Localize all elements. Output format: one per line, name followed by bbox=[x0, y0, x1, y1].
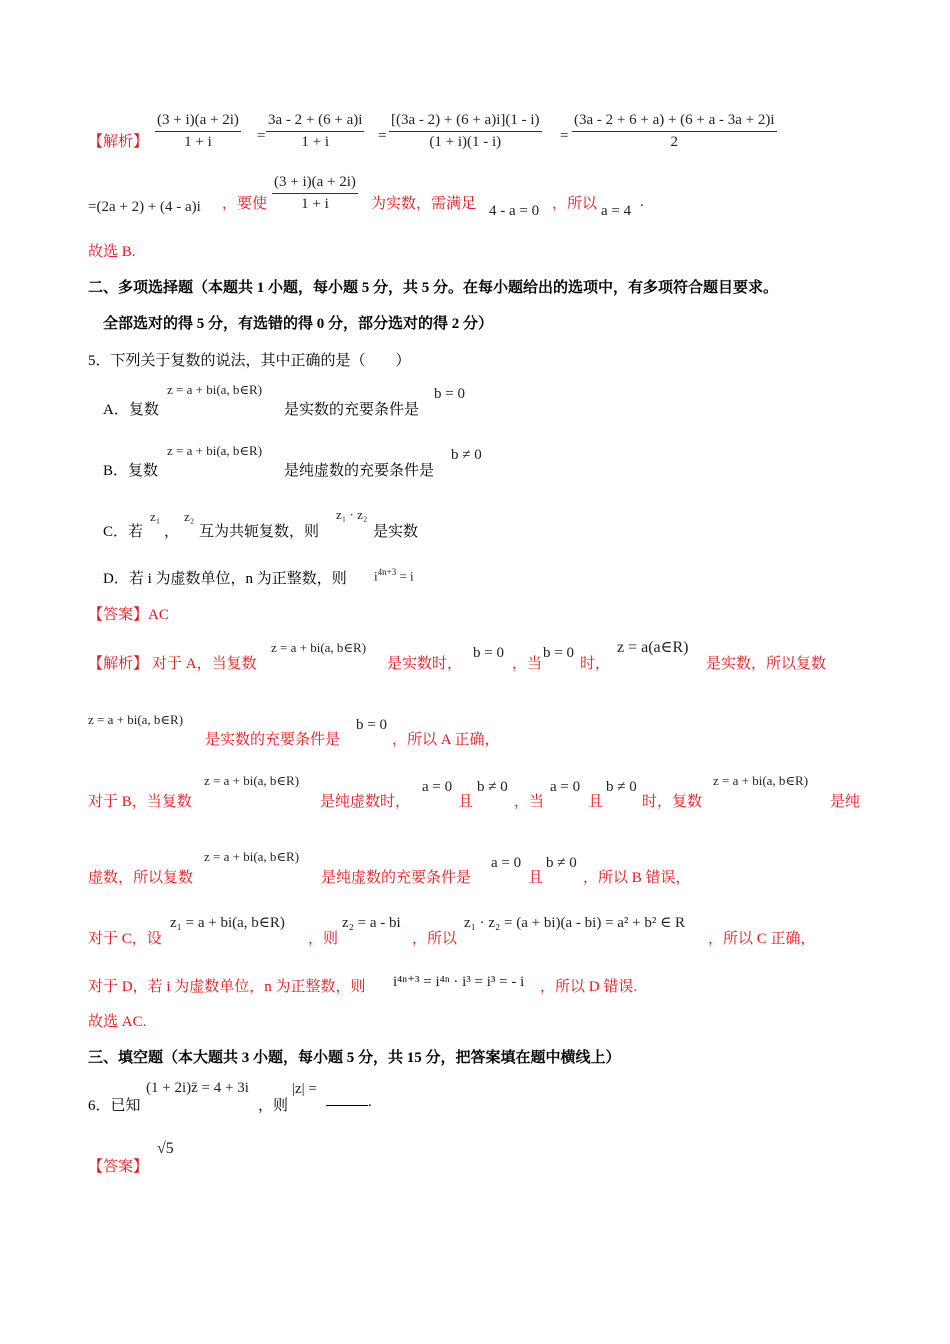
math-expression: b ≠ 0 bbox=[606, 779, 637, 795]
solution-tag: 【解析】 bbox=[88, 134, 149, 150]
math-tail: = i bbox=[396, 568, 414, 584]
question-stem: 5．下列关于复数的说法，其中正确的是（ ） bbox=[88, 353, 411, 369]
text: 是实数的充要条件是 bbox=[205, 732, 341, 748]
math-expression bbox=[374, 567, 414, 584]
option-a-text: 是实数的充要条件是 bbox=[284, 402, 420, 418]
text: 对于 C，设 bbox=[88, 931, 162, 947]
text: 对于 A，当复数 bbox=[152, 656, 257, 672]
fraction-numerator: 3a - 2 + (6 + a)i bbox=[268, 112, 363, 128]
answer-tag bbox=[88, 603, 169, 624]
answer-tag: 【答案】 bbox=[88, 1159, 149, 1175]
math-expression: z = a + bi(a, b∈R) bbox=[167, 443, 263, 458]
math-expression: b ≠ 0 bbox=[546, 855, 577, 871]
text: 是纯 bbox=[830, 794, 861, 810]
text: ，要使 bbox=[222, 196, 268, 212]
section-subtitle: 全部选对的得 5 分，有选错的得 0 分，部分选对的得 2 分） bbox=[103, 316, 494, 332]
math-expression: z = a + bi(a, b∈R) bbox=[204, 849, 300, 864]
math-expression: z₁ bbox=[150, 509, 161, 524]
period: . bbox=[640, 194, 644, 210]
answer-blank bbox=[326, 1094, 372, 1111]
fraction-2 bbox=[266, 112, 364, 151]
text: ，当 bbox=[512, 656, 543, 672]
conclusion: 故选 AC. bbox=[88, 1014, 147, 1030]
fraction-numerator: (3 + i)(a + 2i) bbox=[157, 112, 239, 128]
text: 是实数，所以复数 bbox=[706, 656, 827, 672]
math-result: a = 4 bbox=[601, 203, 632, 219]
math-expression: b = 0 bbox=[473, 645, 504, 661]
option-a-label: A．复数 bbox=[103, 402, 159, 418]
text: 为实数，需满足 bbox=[371, 196, 477, 212]
math-expression: z = a + bi(a, b∈R) bbox=[204, 773, 300, 788]
math-expression: (1 + 2i)z̄ = 4 + 3i bbox=[146, 1080, 249, 1096]
math-expression: b = 0 bbox=[543, 645, 574, 661]
fraction-denominator: 1 + i bbox=[301, 196, 329, 212]
equals-sign: = bbox=[560, 128, 569, 144]
fraction-denominator: 1 + i bbox=[301, 134, 330, 150]
fraction-numerator: (3 + i)(a + 2i) bbox=[274, 174, 356, 190]
section-title: 二、多项选择题（本题共 1 小题，每小题 5 分，共 5 分。在每小题给出的选项中，有多项符合题目要求。 bbox=[88, 280, 779, 296]
option-c-end: 是实数 bbox=[373, 524, 419, 540]
option-c-label: C．若 bbox=[103, 524, 144, 540]
text: 且 bbox=[588, 794, 604, 810]
text: ，所以 bbox=[412, 931, 458, 947]
math-expression: z = a + bi(a, b∈R) bbox=[88, 712, 184, 727]
option-b-text: 是纯虚数的充要条件是 bbox=[284, 463, 435, 479]
math-result: =(2a + 2) + (4 - a)i bbox=[88, 199, 201, 215]
fraction-3 bbox=[389, 112, 542, 151]
math-expression: b ≠ 0 bbox=[451, 447, 482, 463]
math-expression: b = 0 bbox=[434, 386, 465, 402]
period: . bbox=[368, 1094, 372, 1110]
conclusion: 故选 B. bbox=[88, 244, 136, 260]
fraction-1 bbox=[155, 112, 241, 151]
math-expression: z = a + bi(a, b∈R) bbox=[167, 382, 263, 397]
math-expression: a = 0 bbox=[550, 779, 581, 795]
fraction-denominator: 2 bbox=[670, 134, 679, 150]
text: 时， bbox=[580, 656, 611, 672]
math-condition: 4 - a = 0 bbox=[489, 203, 540, 219]
fraction-numerator: (3a - 2 + 6 + a) + (6 + a - 3a + 2)i bbox=[574, 112, 775, 128]
fraction-5 bbox=[272, 174, 358, 213]
equals-sign: = bbox=[257, 128, 266, 144]
answer-value: √5 bbox=[157, 1140, 174, 1157]
text: 且 bbox=[528, 870, 544, 886]
math-expression: z = a(a∈R) bbox=[617, 639, 689, 656]
math-expression: z₂ = a - bi bbox=[342, 915, 401, 931]
text: 是纯虚数的充要条件是 bbox=[321, 870, 472, 886]
fraction-denominator: 1 + i bbox=[184, 134, 212, 150]
text: 是实数时， bbox=[387, 656, 463, 672]
math-expression: a = 0 bbox=[422, 779, 453, 795]
equals-sign: = bbox=[378, 128, 387, 144]
math-expression: b ≠ 0 bbox=[477, 779, 508, 795]
section-title: 三、填空题（本大题共 3 小题，每小题 5 分，共 15 分，把答案填在题中横线上） bbox=[88, 1050, 621, 1066]
question-stem: 6．已知 bbox=[88, 1098, 141, 1114]
option-d-text: D．若 i 为虚数单位，n 为正整数，则 bbox=[103, 571, 347, 587]
math-expression: z = a + bi(a, b∈R) bbox=[271, 640, 367, 655]
text: ， bbox=[164, 524, 180, 540]
text: 对于 B，当复数 bbox=[88, 794, 192, 810]
text: ，所以 D 错误. bbox=[540, 979, 638, 995]
text: 时，复数 bbox=[642, 794, 703, 810]
option-c-text: 互为共轭复数，则 bbox=[199, 524, 320, 540]
text: ，则 bbox=[258, 1098, 289, 1114]
math-expression: |z| = bbox=[292, 1081, 317, 1097]
fraction-4 bbox=[572, 112, 777, 151]
text: ，当 bbox=[514, 794, 545, 810]
option-b-label: B．复数 bbox=[103, 463, 159, 479]
text: ，所以 bbox=[552, 196, 598, 212]
math-expression: z₁ · z₂ bbox=[336, 507, 368, 522]
answer-label: 【答案】 bbox=[88, 607, 149, 623]
math-expression: z₁ · z₂ = (a + bi)(a - bi) = a² + b² ∈ R bbox=[464, 915, 685, 931]
math-expression: a = 0 bbox=[491, 855, 522, 871]
text: ，则 bbox=[308, 931, 339, 947]
text: ，所以 C 正确， bbox=[708, 931, 816, 947]
solution-tag: 【解析】 bbox=[88, 656, 149, 672]
text: 虚数，所以复数 bbox=[88, 870, 194, 886]
text: 对于 D，若 i 为虚数单位，n 为正整数，则 bbox=[88, 979, 366, 995]
math-expression: z = a + bi(a, b∈R) bbox=[713, 773, 809, 788]
math-expression: i⁴ⁿ⁺³ = i⁴ⁿ · i³ = i³ = - i bbox=[393, 974, 525, 990]
math-expression: z₂ bbox=[184, 509, 195, 524]
text: ，所以 A 正确， bbox=[392, 732, 500, 748]
math-expression: b = 0 bbox=[356, 717, 387, 733]
text: 且 bbox=[458, 794, 474, 810]
math-base: i bbox=[374, 568, 378, 584]
math-exponent: 4n+3 bbox=[377, 567, 397, 577]
fraction-numerator: [(3a - 2) + (6 + a)i](1 - i) bbox=[391, 112, 540, 128]
fraction-denominator: (1 + i)(1 - i) bbox=[429, 134, 502, 150]
answer-value: AC bbox=[148, 607, 169, 623]
text: 是纯虚数时， bbox=[320, 794, 411, 810]
blank-line bbox=[326, 1105, 368, 1106]
text: ，所以 B 错误， bbox=[583, 870, 691, 886]
math-expression: z₁ = a + bi(a, b∈R) bbox=[170, 915, 285, 931]
